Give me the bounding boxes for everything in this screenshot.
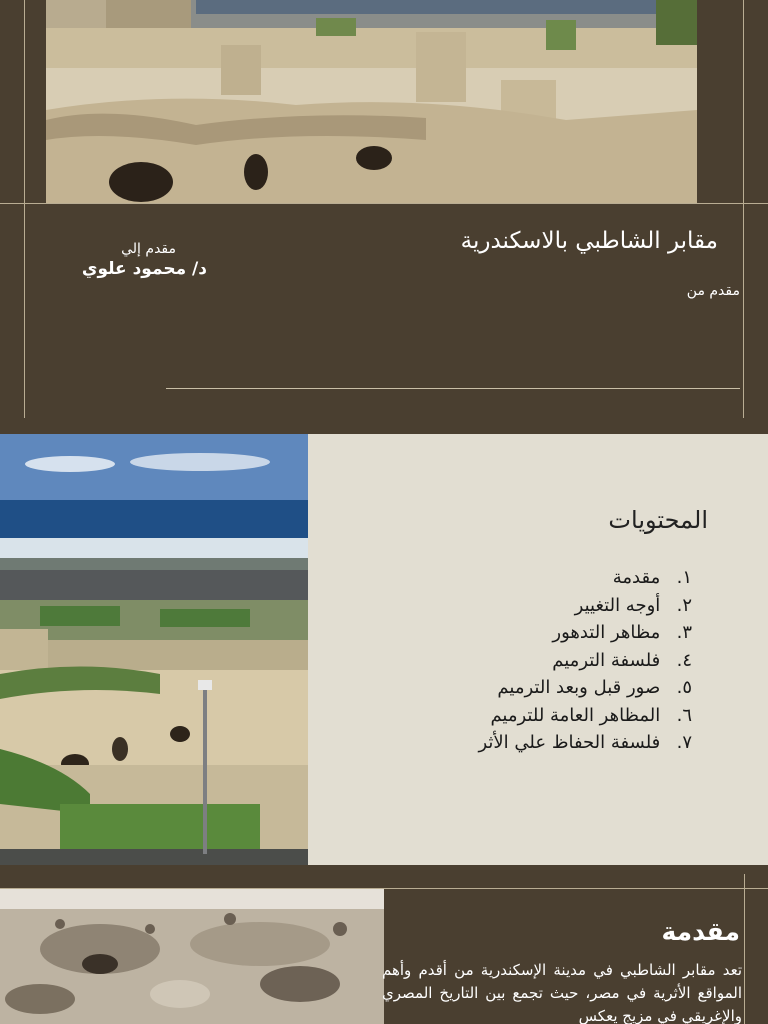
item-text: مقدمة (612, 567, 661, 588)
cover-slide (0, 0, 768, 418)
item-number: ٤. (676, 649, 692, 671)
contents-item (312, 674, 692, 702)
item-text: مظاهر التدهور (552, 622, 661, 643)
presented-by-label: مقدم من (686, 283, 740, 299)
item-text: أوجه التغيير (574, 594, 661, 616)
contents-slide (0, 434, 768, 865)
introduction-body: تعد مقابر الشاطبي في مدينة الإسكندرية من أقدم وأهم المواقع الأثرية في مصر، حيث تجمع بين التاريخ المصري والإغريقي في مزيج يعكس (382, 961, 742, 1024)
names-underline (166, 388, 740, 389)
frame-line-left (24, 0, 25, 418)
frame-line-top (0, 203, 768, 204)
item-number: ٦. (676, 704, 692, 726)
contents-item (312, 592, 692, 620)
item-number: ٣. (676, 622, 692, 643)
item-number: ٢. (676, 594, 692, 616)
frame-line-right (744, 874, 745, 1024)
rock-texture-photo (0, 889, 384, 1024)
contents-title: المحتويات (608, 506, 708, 534)
contents-item (312, 702, 692, 730)
supervisor-label: مقدم إلي (121, 241, 176, 257)
item-number: ٧. (676, 732, 692, 753)
supervisor-name: د/ محمود علوي (81, 259, 207, 279)
item-text: فلسفة الحفاظ علي الأثر (478, 732, 661, 753)
introduction-title: مقدمة (661, 917, 740, 946)
introduction-slide (0, 874, 768, 1024)
item-number: ٥. (676, 677, 692, 698)
cover-title: مقابر الشاطبي بالاسكندرية (460, 228, 718, 254)
item-number: ١. (676, 567, 692, 588)
contents-item (312, 647, 692, 675)
item-text: صور قبل وبعد الترميم (497, 677, 661, 698)
contents-item (312, 619, 692, 647)
seafront-photo (0, 434, 308, 865)
contents-item (312, 564, 692, 592)
item-text: المظاهر العامة للترميم (490, 704, 661, 726)
contents-item (312, 729, 692, 757)
ruins-photo (46, 0, 697, 203)
frame-line-right (743, 0, 744, 418)
contents-list (312, 564, 692, 757)
item-text: فلسفة الترميم (552, 649, 661, 671)
